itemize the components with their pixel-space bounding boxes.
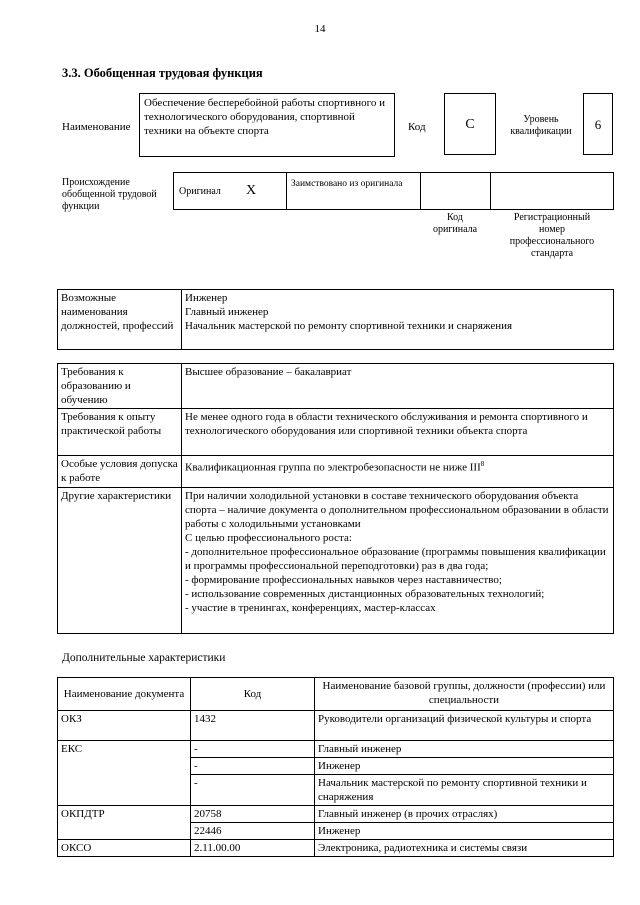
position-item: Начальник мастерской по ремонту спортивной техники и снаряжения (185, 320, 513, 332)
col-header: Наименование базовой группы, должности (профессии) или специальности (315, 678, 614, 711)
doc-cell: ЕКС (58, 741, 191, 806)
code-value: C (465, 117, 475, 132)
name-value-box (139, 93, 395, 157)
table-row (58, 741, 614, 758)
original-label: Оригинал (179, 186, 221, 197)
table-row (58, 364, 614, 409)
additional-title: Дополнительные характеристики (62, 652, 226, 664)
req-label: Требования к образованию и обучению (58, 364, 182, 409)
name-cell: Главный инженер (315, 741, 614, 758)
origin-divider (490, 172, 491, 210)
req-value: Высшее образование – бакалавриат (182, 364, 614, 409)
table-row (58, 806, 614, 823)
name-cell: Главный инженер (в прочих отраслях) (315, 806, 614, 823)
level-label: Уровень квалификации (510, 114, 572, 137)
req-label: Требования к опыту практической работы (58, 409, 182, 456)
characteristic-line: - использование современных дистанционных образовательных технологий; (185, 588, 545, 600)
origin-box (173, 172, 614, 210)
table-row (58, 456, 614, 488)
req-value (182, 456, 614, 488)
characteristic-line: - участие в тренингах, конференциях, мастер-классах (185, 602, 436, 614)
table-row (58, 678, 614, 711)
positions-label: Возможные наименования должностей, профессий (58, 290, 182, 350)
level-value: 6 (594, 117, 602, 132)
code-original-caption: Код оригинала (432, 212, 478, 235)
doc-cell: ОКЗ (58, 711, 191, 741)
table-row (58, 711, 614, 741)
table-row (58, 290, 614, 350)
code-value-box (444, 93, 496, 155)
table-row (58, 409, 614, 456)
code-cell: 2.11.00.00 (191, 840, 315, 857)
req-value-text: Квалификационная группа по электробезопасности не ниже III (185, 461, 481, 474)
origin-divider (286, 172, 287, 210)
req-label: Другие характеристики (58, 488, 182, 634)
footnote-ref: 8 (480, 460, 485, 468)
code-cell: 20758 (191, 806, 315, 823)
origin-divider (173, 172, 174, 210)
position-item: Инженер (185, 292, 228, 304)
original-mark: X (246, 183, 257, 198)
characteristic-line: С целью профессионального роста: (185, 532, 352, 544)
code-cell: - (191, 741, 315, 758)
code-cell: - (191, 758, 315, 775)
code-cell: - (191, 775, 315, 806)
doc-cell: ОКПДТР (58, 806, 191, 840)
table-row (58, 840, 614, 857)
section-title: 3.3. Обобщенная трудовая функция (62, 66, 263, 80)
page-number: 14 (314, 23, 326, 35)
code-cell: 1432 (191, 711, 315, 741)
name-value: Обеспечение бесперебойной работы спортивного и технологического оборудования, спортивной техники на объекте спорта (144, 97, 385, 137)
positions-values (182, 290, 614, 350)
name-cell: Руководители организаций физической культуры и спорта (315, 711, 614, 741)
table-row (58, 488, 614, 634)
origin-label: Происхождение обобщенной трудовой функции (62, 177, 157, 212)
name-cell: Инженер (315, 823, 614, 840)
additional-table (57, 677, 614, 857)
col-header: Наименование документа (58, 678, 191, 711)
requirements-table (57, 363, 614, 634)
characteristic-line: - дополнительное профессиональное образование (программы повышения квалификации и программы профессиональной переподготовки) раз в два года; (185, 546, 606, 572)
name-cell: Начальник мастерской по ремонту спортивной техники и снаряжения (315, 775, 614, 806)
name-cell: Инженер (315, 758, 614, 775)
origin-divider (420, 172, 421, 210)
position-item: Главный инженер (185, 306, 269, 318)
req-label: Особые условия допуска к работе (58, 456, 182, 488)
col-header: Код (191, 678, 315, 711)
name-label: Наименование (62, 121, 131, 133)
req-value: Не менее одного года в области технического обслуживания и ремонта спортивного и технологического оборудования или спортивной техники объекта спорта (182, 409, 614, 456)
characteristic-line: При наличии холодильной установки в составе технического оборудования объекта спорта – наличие документа о дополнительном профессиональном образовании в области работы с холодильными установками (185, 490, 609, 530)
code-cell: 22446 (191, 823, 315, 840)
req-value (182, 488, 614, 634)
borrowed-label: Заимствовано из оригинала (291, 179, 403, 189)
reg-number-caption: Регистрационный номер профессионального стандарта (509, 212, 595, 259)
name-cell: Электроника, радиотехника и системы связи (315, 840, 614, 857)
code-label: Код (408, 121, 426, 133)
positions-table (57, 289, 614, 350)
characteristic-line: - формирование профессиональных навыков через наставничество; (185, 574, 502, 586)
doc-cell: ОКСО (58, 840, 191, 857)
level-value-box (583, 93, 613, 155)
